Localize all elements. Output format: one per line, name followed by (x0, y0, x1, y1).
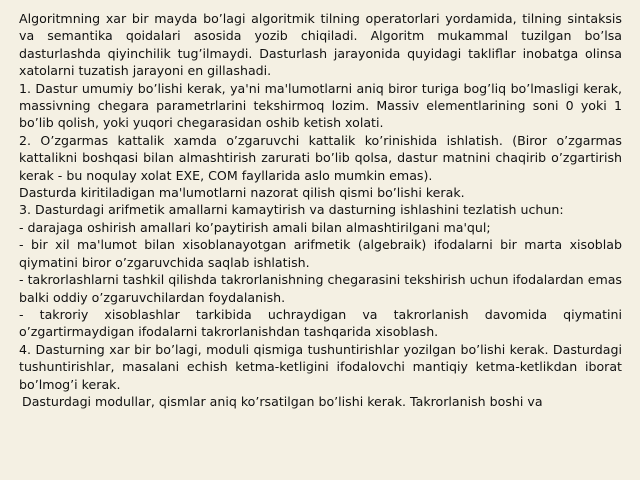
paragraph-modules: Dasturdagi modullar, qismlar aniq ko’rsatilgan bo’lishi kerak. Takrorlanish boshi va (22, 393, 543, 409)
list-item-exponent: - darajaga oshirish amallari ko’paytirish amali bilan almashtirilgani ma'qul; (19, 219, 491, 235)
list-item-reuse-expression: - bir xil ma'lumot bilan xisoblanayotgan arifmetik (algebraik) ifodalarni bir marta xisoblab qiymatini biror o’zgaruvchida saqlab ishlatish. (19, 237, 622, 270)
list-item-loop-bounds: - takrorlashlarni tashkil qilishda takrorlanishning chegarasini tekshirish uchun ifodalardan emas balki oddiy o’zgaruvchilardan foydalanish. (19, 272, 622, 305)
paragraph-item-4: 4. Dasturning xar bir bo’lagi, moduli qismiga tushuntirishlar yozilgan bo’lishi kerak. Dasturdagi tushuntirishlar, masalani echish ketma-ketligini ifodalovchi mantiqiy ketma-ketlikdan iborat bo’lmog’i kerak. (19, 341, 622, 392)
paragraph-item-1: 1. Dastur umumiy bo’lishi kerak, ya'ni ma'lumotlarni aniq biror turiga bog’liq bo’lmasligi kerak, massivning chegara parametrlarini tekshirmoq lozim. Massiv elementlarining soni 0 yoki 1 bo’lib qolish, yoki yuqori chegarasidan oshib ketish xolati. (19, 80, 622, 131)
document-page (19, 10, 622, 410)
paragraph-item-3: 3. Dasturdagi arifmetik amallarni kamaytirish va dasturning ishlashini tezlatish uchun: (19, 202, 564, 218)
paragraph-input-control: Dasturda kiritiladigan ma'lumotlarni nazorat qilish qismi bo’lishi kerak. (19, 185, 465, 201)
paragraph-intro: Algoritmning xar bir mayda bo’lagi algoritmik tilning operatorlari yordamida, tilning sintaksis va semantika qoidalari asosida yozib chiqiladi. Algoritm mukammal tuzilgan bo’lsa dasturlashda qiyinchilik tug’ilmaydi. Dasturlash jarayonida quyidagi takliflar inobatga olinsa xatolarni tuzatish jarayoni en gillashadi. (19, 11, 622, 79)
list-item-loop-invariant: - takroriy xisoblashlar tarkibida uchraydigan va takrorlanish davomida qiymatini o’zgartirmaydigan ifodalarni takrorlanishdan tashqarida xisoblash. (19, 306, 622, 340)
paragraph-item-2: 2. O’zgarmas kattalik xamda o’zgaruvchi kattalik ko’rinishida ishlatish. (Biror o’zgarmas kattalikni boshqasi bilan almashtirish zarurati bo’lib qolsa, dastur matnini chaqirib o’zgartirish kerak - bu noqulay xolat EXE, COM fayllarida aslo mumkin emas). (19, 132, 622, 183)
